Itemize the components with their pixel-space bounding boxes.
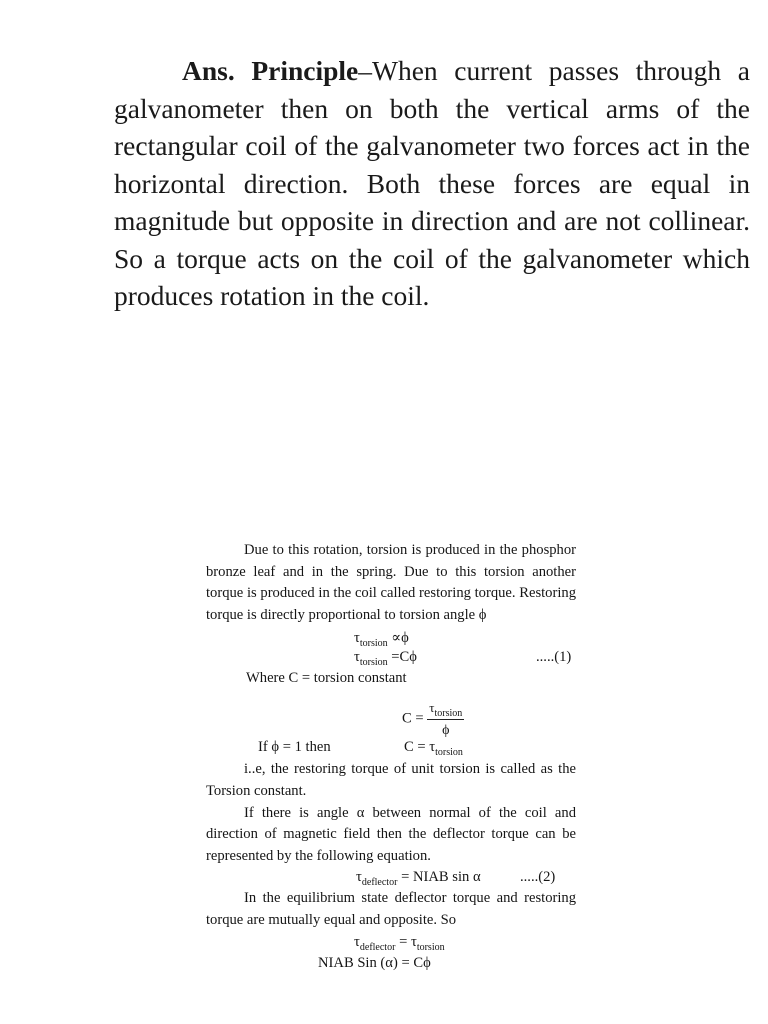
scanned-page (206, 540, 576, 974)
answer-body: When current passes through a galvanometer then on both the vertical arms of the rectangular coil of the galvanometer two forces act in the horizontal direction. Both these forces are equal in magnitude but opposite in direction and are not collinear. So a torque acts on the coil of the galvanometer which produces rotation in the coil. (114, 55, 750, 311)
equation-proportional: $\tau_{torsion} \propto\phi$ (354, 630, 409, 650)
equation-2: $\tau_{deflector}$ = NIAB sin α .....(2) (356, 869, 556, 889)
answer-lead: Ans. Principle (182, 55, 359, 86)
paragraph-equilibrium: In the equilibrium state deflector torque and restoring torque are mutually equal and opposite. So (206, 890, 576, 928)
equation-number-1: .....(1) (536, 649, 572, 666)
tau-symbol: τ (354, 630, 360, 647)
answer-paragraph (114, 52, 750, 315)
paragraph-restoring-torque: Due to this rotation, torsion is produced in the phosphor bronze leaf and in the spring. Due to this torsion another torque is produced in the coil called restoring torque. Restoring torque is directly proportional to torsion angle ϕ (206, 542, 576, 623)
answer-dash: – (358, 55, 373, 86)
paragraph-torsion-constant: i..e, the restoring torque of unit torsion is called as the Torsion constant. (206, 761, 576, 799)
if-line: If ϕ = 1 then $C = \tau_{torsion}$ (258, 739, 463, 759)
paragraph-deflector: If there is angle α between normal of the coil and direction of magnetic field then the deflector torque can be represented by the following equation. (206, 804, 576, 864)
equation-4: NIAB Sin (α) = Cϕ (318, 954, 431, 971)
equation-3: $\tau_{deflector} = \tau_{torsion}$ (354, 933, 445, 953)
torsion-fraction: $\frac{\tau_{torsion}}{\phi}$ (427, 697, 464, 741)
equation-number-2: .....(2) (520, 869, 556, 886)
equation-c-fraction: C = $\frac{\tau_{torsion}}{\phi}$ (206, 689, 576, 737)
equation-1: $\tau_{torsion} =C\phi$ .....(1) (354, 649, 572, 669)
where-line: Where C = torsion constant (246, 670, 407, 687)
